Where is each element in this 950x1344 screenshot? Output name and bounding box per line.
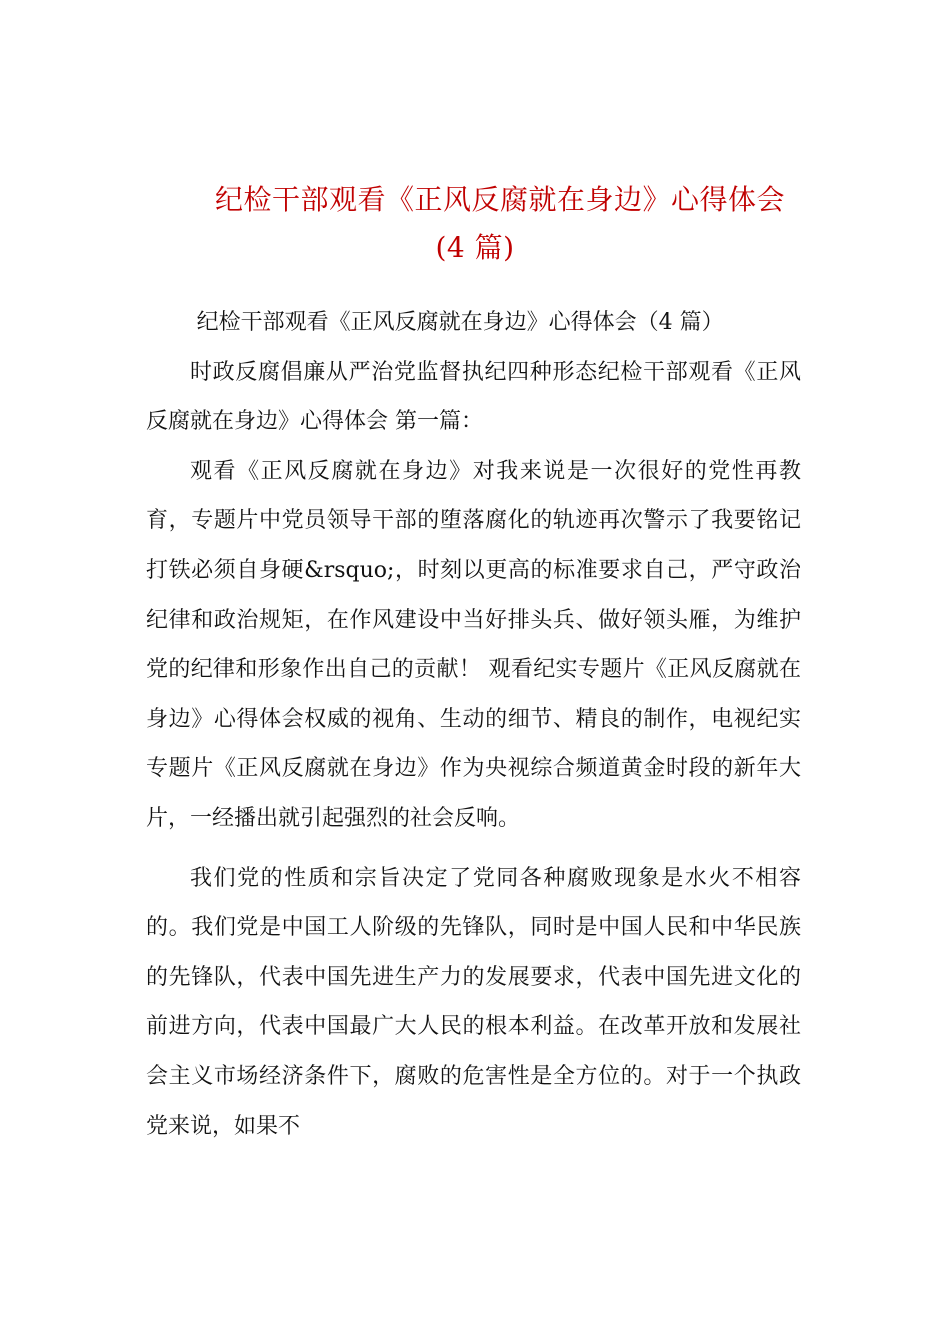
document-title-line1: 纪检干部观看《正风反腐就在身边》心得体会 (215, 183, 786, 216)
paragraph-subtitle: 纪检干部观看《正风反腐就在身边》心得体会（4 篇） (196, 310, 724, 335)
document-body (146, 298, 801, 1151)
paragraph-party-nature: 我们党的性质和宗旨决定了党同各种腐败现象是水火不相容的。我们党是中国工人阶级的先锋队，同时是中国人民和中华民族的先锋队，代表中国先进生产力的发展要求，代表中国先进文化的前进方向，代表中国最广大人民的根本利益。在改革开放和发展社会主义市场经济条件下，腐败的危害性是全方位的。对于一个执政党来说，如果不 (146, 865, 801, 1139)
paragraph-intro: 时政反腐倡廉从严治党监督执纪四种形态纪检干部观看《正风反腐就在身边》心得体会 第一篇： (146, 359, 801, 435)
paragraph-first-reflection: 观看《正风反腐就在身边》对我来说是一次很好的党性再教育，专题片中党员领导干部的堕落腐化的轨迹再次警示了我要铭记打铁必须自身硬&rsquo;，时刻以更高的标准要求自己，严守政治纪律和政治规矩，在作风建设中当好排头兵、做好领头雁，为维护党的纪律和形象作出自己的贡献！ 观看纪实专题片《正风反腐就在身边》心得体会权威的视角、生动的细节、精良的制作，电视纪实专题片《正风反腐就在身边》作为央视综合频道黄金时段的新年大片，一经播出就引起强烈的社会反响。 (146, 458, 801, 831)
document-title-line2: (4 篇) (435, 231, 515, 264)
